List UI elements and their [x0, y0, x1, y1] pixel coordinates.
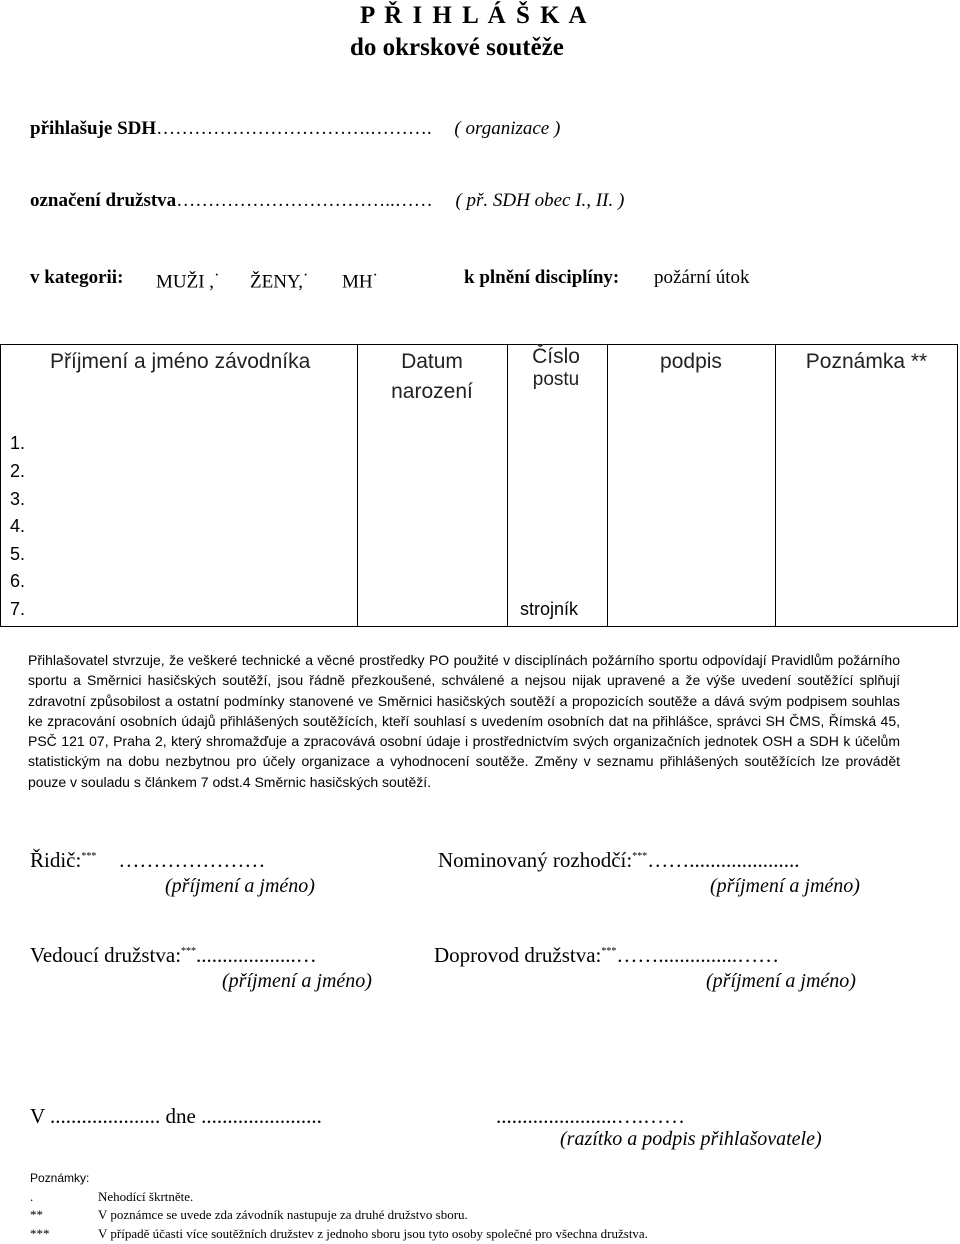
driver-field[interactable]: …………………	[118, 848, 266, 872]
table-row-number: 2.	[10, 461, 26, 481]
table-row-number: 6.	[10, 571, 26, 591]
referee-label: Nominovaný rozhodčí:	[438, 848, 633, 872]
header-post-number: Číslo postu	[532, 345, 580, 390]
note-text: V poznámce se uvede zda závodník nastupuje za druhé družstvo sboru.	[98, 1207, 468, 1222]
sdh-hint: ( organizace )	[454, 118, 561, 139]
escort-field[interactable]: ……...............……	[616, 943, 780, 967]
header-name: Příjmení a jméno závodníka	[50, 350, 311, 373]
driver-line: Řidič:*** …………………	[30, 848, 266, 872]
table-row-number: 3.	[10, 489, 26, 509]
table-row-number: 7.	[10, 599, 26, 619]
escort-label: Doprovod družstva:	[434, 943, 602, 967]
referee-field[interactable]: …….....................	[647, 848, 800, 872]
stamp-field[interactable]: .......................….……	[496, 1104, 685, 1128]
team-label: označení družstva	[30, 190, 177, 211]
team-dots[interactable]: ……………………………..……	[176, 190, 433, 211]
header-signature: podpis	[660, 350, 722, 373]
declaration-text: Přihlašovatel stvrzuje, že veškeré technické a věcné prostředky PO použité v disciplínách požárního sportu odpovídají Pravidlům požárního sportu a Směrnici hasičských soutěží, jsou řádně přezkoušené, schválené a nejsou nijak upravené a že výše uvedení soutěžící splňují zdravotní způsobilost a ostatní podmínky stanovené ve Směrnici hasičských soutěží a propozicích soutěže a dává svým podpisem souhlas ke zpracování osobních údajů přihlášených soutěžících, kteří souhlasí s uvedením osobních dat na přihlášce, správci SH ČMS, Římská 45, PSČ 121 07, Praha 2, který shromažďuje a zpracovává osobní údaje i prostřednictvím svých organizačních jednotek OSH a SDH k účelům statistickým na dobu nezbytnou pro účely organizace a vyhodnocení soutěže. Změny v seznamu přihlášených soutěžících lze provádět pouze v souladu s článkem 7 odst.4 Směrnic hasičských soutěží.	[28, 652, 900, 790]
sdh-dots[interactable]: …………………………….……….	[156, 118, 432, 139]
table-row-number: 4.	[10, 516, 26, 536]
category-label: v kategorii:	[30, 267, 124, 288]
header-birth-date: Datum narození	[391, 350, 473, 403]
leader-hint: (příjmení a jméno)	[222, 970, 372, 992]
leader-line: Vedoucí družstva:***...................…	[30, 943, 317, 967]
discipline-label: k plnění disciplíny:	[464, 267, 620, 288]
category-option-youth[interactable]: MH·	[342, 267, 378, 293]
sdh-line	[30, 118, 560, 140]
escort-line: Doprovod družstva:***……...............……	[434, 943, 780, 967]
discipline-value: požární útok	[654, 267, 750, 288]
note-text: Nehodící škrtněte.	[98, 1189, 194, 1204]
table-row-number: 5.	[10, 544, 26, 564]
driver-hint: (příjmení a jméno)	[165, 875, 315, 897]
place-date-field[interactable]: V ..................... dne .......................	[30, 1104, 322, 1128]
sdh-label: přihlašuje SDH	[30, 118, 157, 139]
note-mark: ***	[30, 1226, 50, 1241]
referee-hint: (příjmení a jméno)	[710, 875, 860, 897]
stamp-hint: (razítko a podpis přihlašovatele)	[560, 1128, 822, 1150]
form-title: P Ř I H L Á Š K A	[360, 2, 589, 29]
category-line	[30, 267, 123, 289]
referee-line: Nominovaný rozhodčí:***…….....................	[438, 848, 800, 872]
note-mark: **	[30, 1207, 43, 1222]
team-hint: ( př. SDH obec I., II. )	[455, 190, 625, 211]
escort-hint: (příjmení a jméno)	[706, 970, 856, 992]
team-line	[30, 190, 624, 212]
form-subtitle: do okrskové soutěže	[350, 34, 564, 61]
category-option-women[interactable]: ŽENY,·	[250, 267, 309, 293]
note-mark: .	[30, 1189, 34, 1204]
post-note-driver: strojník	[520, 599, 579, 619]
leader-field[interactable]: ...................…	[196, 943, 317, 967]
leader-label: Vedoucí družstva:	[30, 943, 182, 967]
driver-label: Řidič:	[30, 848, 82, 872]
header-note: Poznámka **	[805, 350, 928, 373]
note-text: V případě účasti více soutěžních družstev z jednoho sboru jsou tyto osoby společné pro všechna družstva.	[98, 1226, 648, 1241]
table-row-number: 1.	[10, 433, 26, 453]
category-option-men[interactable]: MUŽI ,·	[156, 267, 220, 293]
notes-heading: Poznámky:	[30, 1171, 90, 1185]
